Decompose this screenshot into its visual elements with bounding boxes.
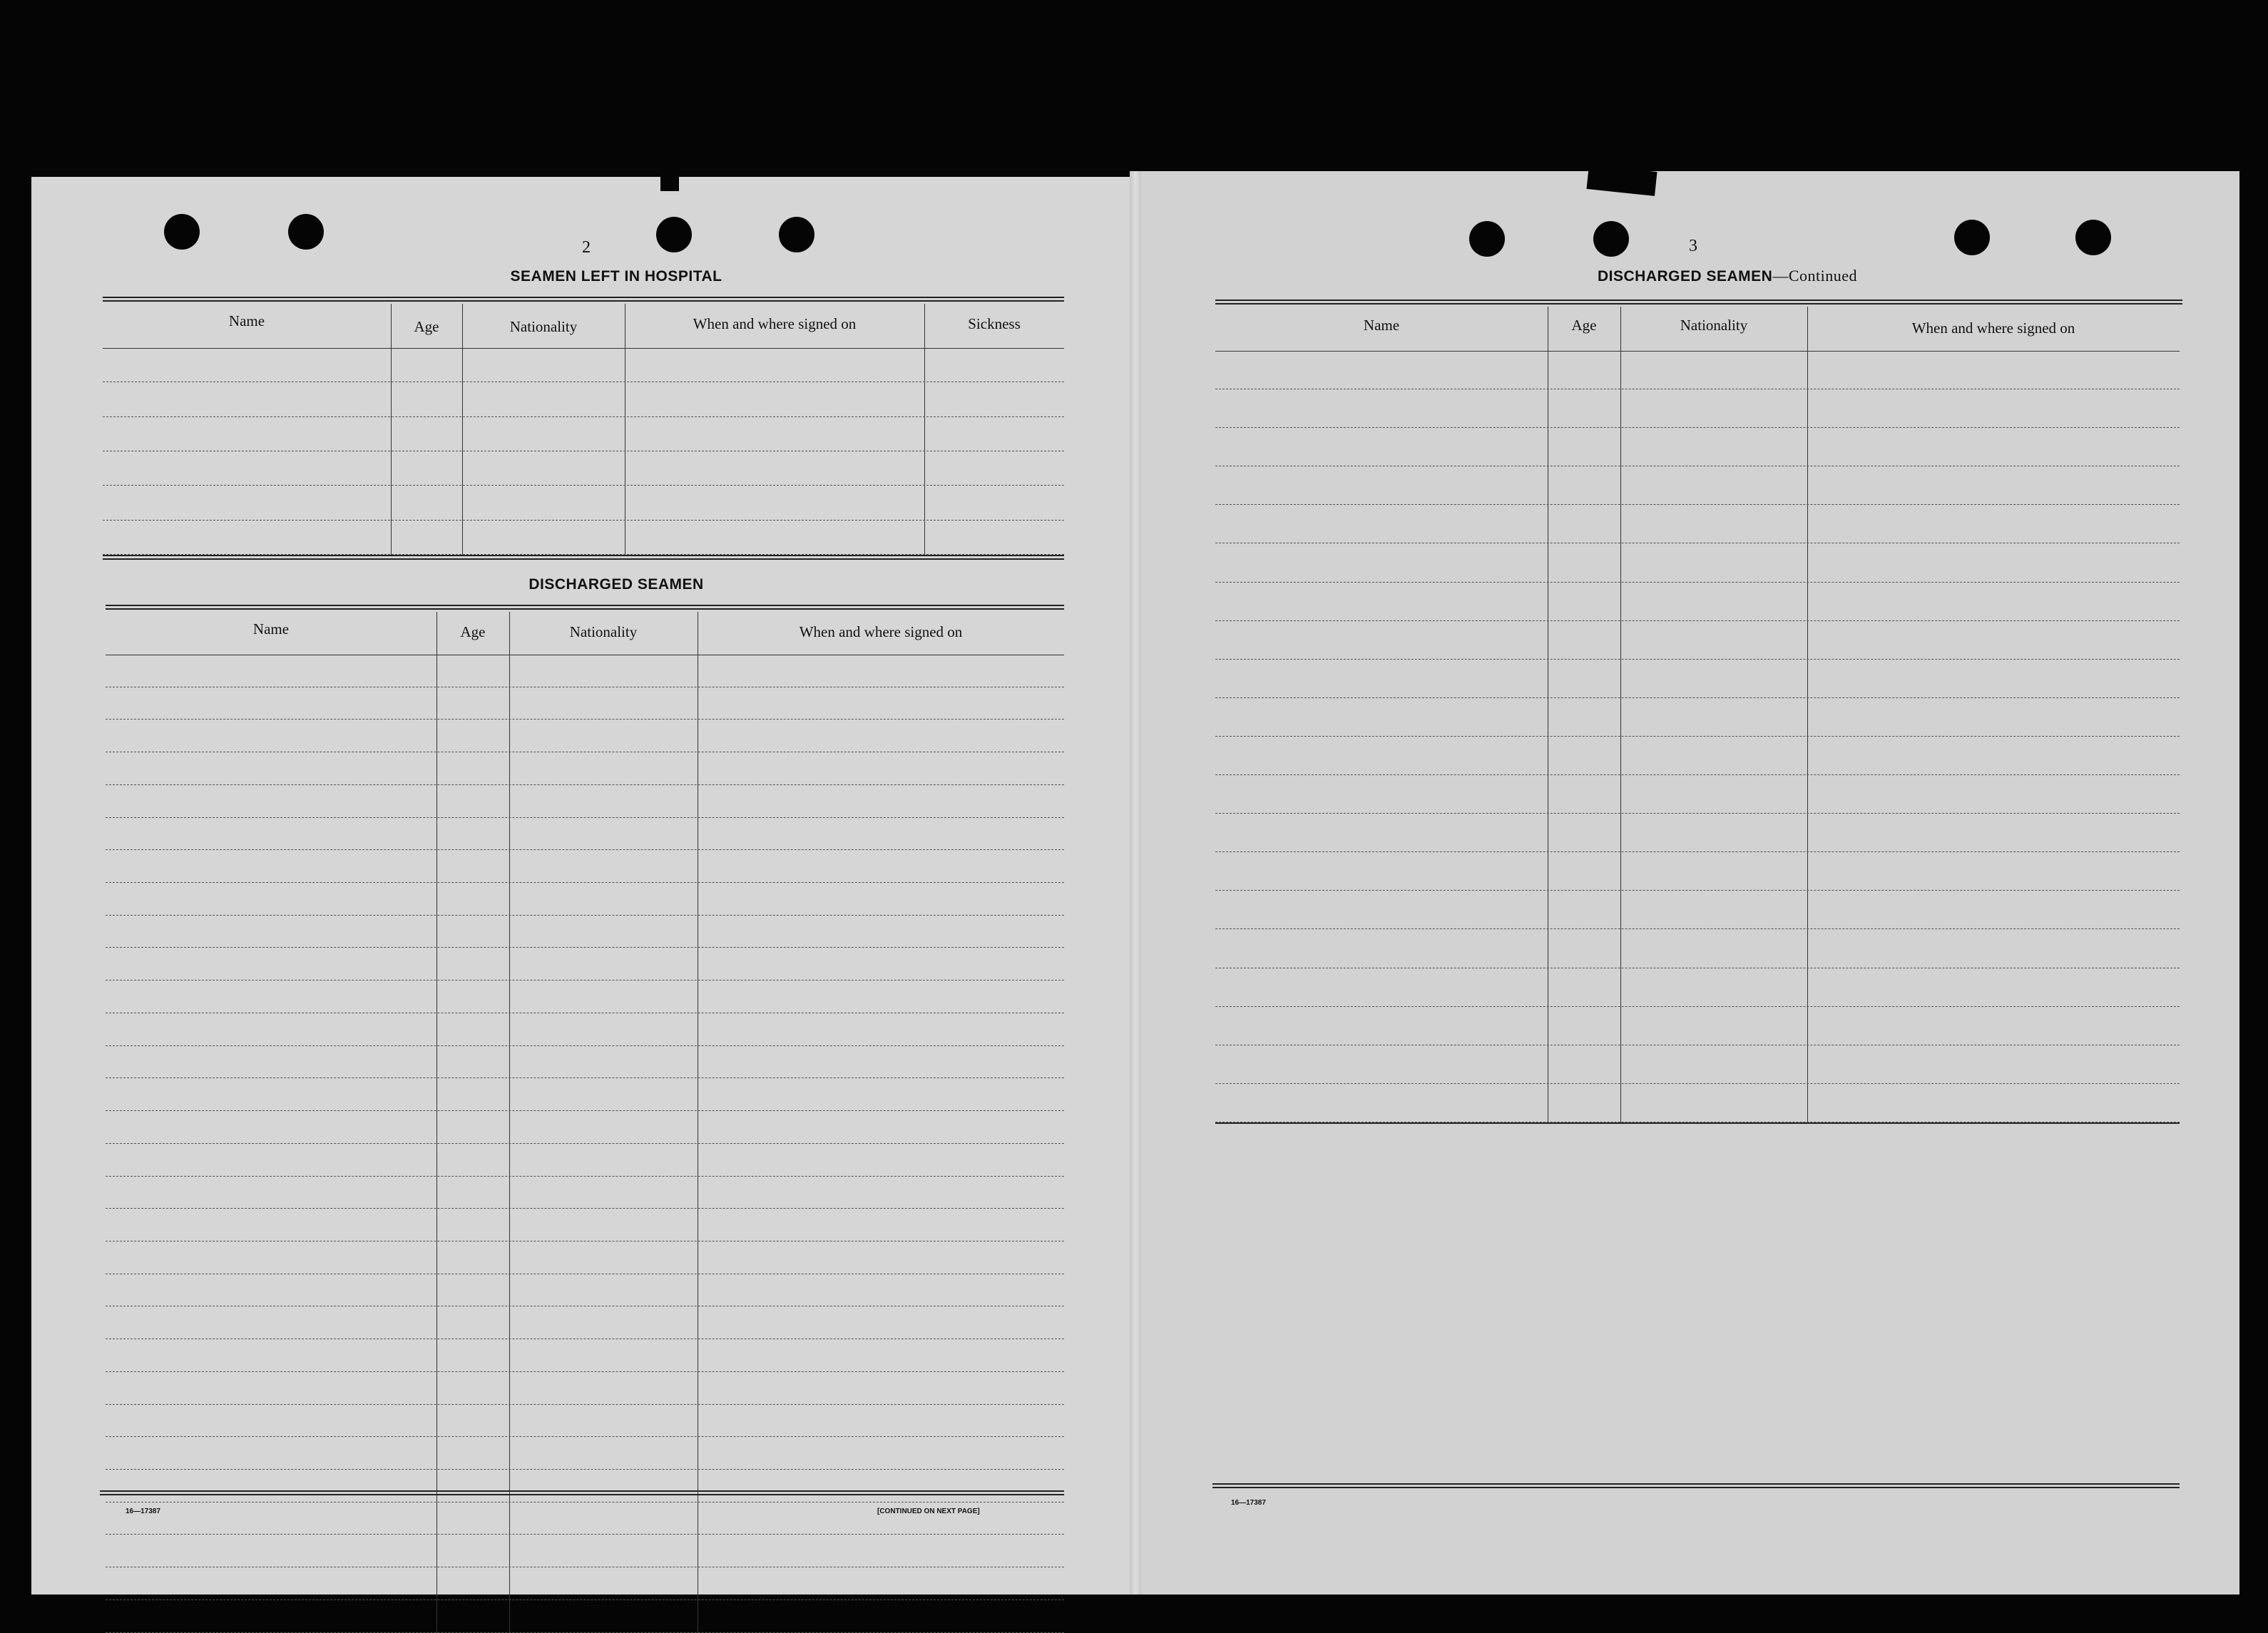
table-bottom-rule xyxy=(1215,1122,2180,1124)
table-row xyxy=(103,417,1064,451)
table-row xyxy=(1215,775,2180,814)
table-row xyxy=(106,1242,1064,1274)
table-row xyxy=(103,382,1064,416)
table-row xyxy=(106,818,1064,851)
table-body xyxy=(1215,351,2180,1122)
table-row xyxy=(1215,968,2180,1007)
table-row xyxy=(1215,543,2180,582)
column-header-name: Name xyxy=(228,312,265,329)
table-row xyxy=(106,752,1064,785)
table-row xyxy=(103,486,1064,520)
continued-note: [CONTINUED ON NEXT PAGE] xyxy=(877,1507,980,1515)
table-row xyxy=(1215,428,2180,466)
table-row xyxy=(106,1306,1064,1339)
punch-hole xyxy=(1954,220,1990,255)
table-row xyxy=(1215,389,2180,428)
form-number: 16—17387 xyxy=(126,1507,160,1515)
discharged-table-body xyxy=(106,655,1064,1633)
table-row xyxy=(106,1339,1064,1372)
table-row xyxy=(1215,929,2180,968)
column-header-name: Name xyxy=(252,620,290,638)
table-row xyxy=(106,981,1064,1013)
table-row xyxy=(1215,698,2180,737)
punch-hole xyxy=(1469,221,1505,257)
column-header-age: Age xyxy=(460,623,486,640)
bottom-rule xyxy=(1212,1483,2180,1488)
table-row xyxy=(106,1274,1064,1307)
left-page xyxy=(31,177,1135,1594)
table-row xyxy=(106,785,1064,818)
column-header-when-where: When and where signed on xyxy=(693,315,857,332)
table-row xyxy=(106,1372,1064,1405)
table-row xyxy=(1215,1007,2180,1045)
punch-hole xyxy=(164,214,200,250)
table-row xyxy=(106,948,1064,981)
torn-tab xyxy=(660,170,679,191)
table-row xyxy=(106,687,1064,720)
hospital-section-title: SEAMEN LEFT IN HOSPITAL xyxy=(510,268,722,285)
table-row xyxy=(106,1437,1064,1470)
column-header-age: Age xyxy=(1571,317,1597,334)
table-row xyxy=(106,850,1064,883)
table-row xyxy=(1215,852,2180,891)
column-header-when-where: When and where signed on xyxy=(799,623,963,640)
column-header-nationality: Nationality xyxy=(509,318,578,335)
table-row xyxy=(1215,1045,2180,1084)
column-header-sickness: Sickness xyxy=(968,315,1021,332)
table-row xyxy=(103,348,1064,382)
table-row xyxy=(106,1567,1064,1600)
table-row xyxy=(106,1046,1064,1079)
table-row xyxy=(103,451,1064,486)
discharged-table xyxy=(106,612,1064,1633)
page-number: 2 xyxy=(582,238,591,257)
table-row xyxy=(106,1111,1064,1144)
table-row xyxy=(106,1209,1064,1242)
discharged-section-title: DISCHARGED SEAMEN xyxy=(528,576,704,593)
title-continued: —Continued xyxy=(1772,267,1858,285)
column-header-nationality: Nationality xyxy=(569,623,638,640)
punch-hole xyxy=(779,217,814,252)
table-row xyxy=(106,916,1064,948)
table-row xyxy=(103,521,1064,555)
discharged-top-rule xyxy=(106,605,1064,610)
bleed-through-text xyxy=(1221,1184,1225,1203)
table-row xyxy=(1215,351,2180,389)
punch-hole xyxy=(656,217,692,252)
table-row xyxy=(106,1470,1064,1503)
hospital-table xyxy=(103,304,1064,555)
table-row xyxy=(1215,1084,2180,1122)
table-row xyxy=(1215,660,2180,698)
column-header-name: Name xyxy=(1363,317,1400,334)
table-row xyxy=(106,720,1064,752)
table-row xyxy=(106,1535,1064,1567)
form-number: 16—17387 xyxy=(1231,1499,1266,1507)
discharged-bottom-rule xyxy=(100,1490,1064,1495)
table-row xyxy=(1215,737,2180,775)
table-row xyxy=(106,883,1064,916)
top-rule xyxy=(1215,300,2182,304)
right-page xyxy=(1135,171,2239,1594)
column-header-when-where: When and where signed on xyxy=(1911,319,2075,337)
punch-hole xyxy=(288,214,324,250)
table-row xyxy=(1215,583,2180,621)
table-row xyxy=(1215,505,2180,543)
page-number: 3 xyxy=(1689,237,1697,255)
column-header-age: Age xyxy=(414,318,439,335)
discharged-continued-table xyxy=(1215,307,2180,1122)
table-row xyxy=(106,1078,1064,1111)
discharged-continued-title xyxy=(1492,267,1963,285)
punch-hole xyxy=(1593,221,1629,257)
table-row xyxy=(106,1013,1064,1046)
center-fold xyxy=(1130,171,1141,1594)
hospital-top-rule xyxy=(103,297,1064,302)
table-row xyxy=(1215,621,2180,660)
table-row xyxy=(106,1144,1064,1177)
table-row xyxy=(1215,891,2180,929)
table-row xyxy=(106,1177,1064,1209)
punch-hole xyxy=(2075,220,2111,255)
hospital-table-body xyxy=(103,348,1064,555)
table-row xyxy=(106,1600,1064,1633)
table-row xyxy=(1215,466,2180,505)
table-row xyxy=(106,655,1064,687)
table-row xyxy=(106,1405,1064,1438)
column-header-nationality: Nationality xyxy=(1680,317,1748,334)
hospital-bottom-rule xyxy=(103,555,1064,560)
title-main: DISCHARGED SEAMEN xyxy=(1597,268,1773,285)
table-row xyxy=(1215,814,2180,852)
